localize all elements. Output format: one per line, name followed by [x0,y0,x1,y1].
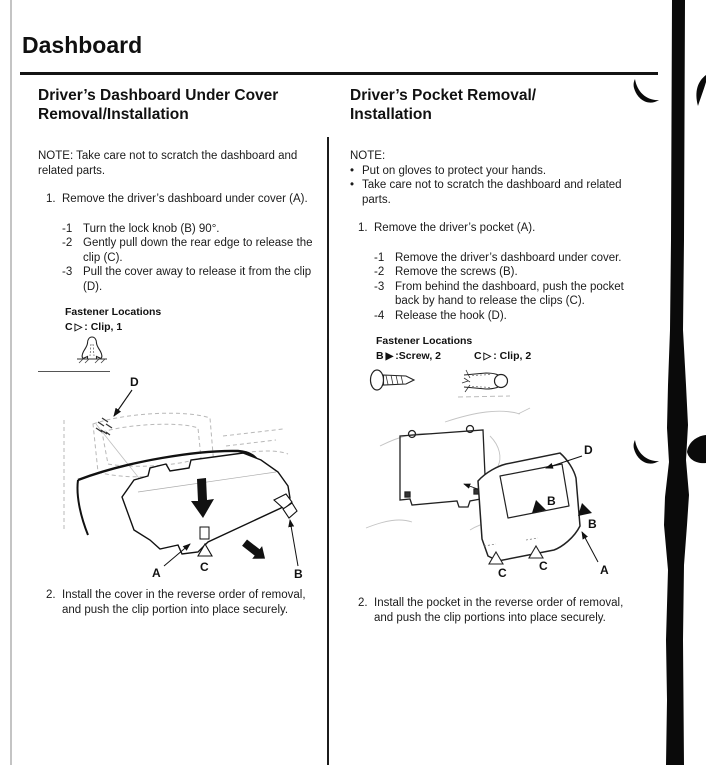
step-text: Install the pocket in the reverse order of removal, and push the clip portions into place securely. [374,597,624,624]
label-c1: C [498,566,507,580]
rear-panel [400,426,486,508]
substep [374,280,630,309]
fastener-clip-line [65,321,314,333]
note-item [350,178,630,207]
substep [374,251,630,266]
note-item [350,164,630,179]
step-number: 1. [358,222,368,234]
leader-line-d [114,390,132,416]
label-c: C [200,560,209,574]
note-text: Take care not to scratch the dashboard and related parts. [362,179,622,206]
left-section-heading [38,86,314,124]
column-divider [327,137,329,765]
substep-text: Release the hook (D). [395,309,507,322]
right-note [350,149,630,207]
scan-crescent-top-right [696,75,706,106]
fastener-label: C [65,321,73,333]
screw-marker-icon: ▶ [385,351,394,362]
step-text: Remove the driver’s dashboard under cover (A). [62,193,308,205]
bullet-icon: • [350,164,355,177]
note-label: NOTE: [350,150,386,162]
step-text: Install the cover in the reverse order of removal, and push the clip portion into place securely. [62,589,306,616]
right-substeps [374,251,630,324]
left-step-2 [38,588,314,617]
bullet-icon: • [350,179,355,191]
right-diagram-pocket [350,406,650,586]
fastener-heading: Fastener Locations [376,335,473,347]
fastener-desc: :Screw, 2 [395,350,442,362]
substep [374,265,630,280]
scan-crescent-top-left [634,79,659,103]
substep-text: Remove the screws (B). [395,266,518,278]
fastener-label: B [376,350,384,362]
screw-icon [368,366,420,396]
left-heading-line1: Driver’s Dashboard Under Cover [38,87,279,104]
label-b: B [294,567,303,580]
label-a: A [600,563,609,577]
fastener-desc: : Clip, 2 [493,350,532,362]
left-heading-line2: Removal/Installation [38,106,189,123]
step-number: 2. [358,597,368,609]
page-title: Dashboard [22,32,143,58]
substep-number: -2 [374,266,385,278]
fastener-desc: : Clip, 1 [84,321,123,333]
left-step-1 [38,192,314,207]
leader-line-a [582,532,598,562]
left-substeps [62,222,314,295]
substep-number: -3 [374,280,385,293]
fastener-label: C [473,350,482,362]
label-d: D [584,443,593,457]
substep-number: -1 [374,251,385,264]
substep-number: -4 [374,309,385,322]
step-number: 2. [46,589,56,601]
fastener-heading: Fastener Locations [65,306,162,318]
step-number: 1. [46,193,56,205]
label-a: A [152,566,161,580]
substep [62,222,314,237]
page-edge-line [10,0,12,765]
fastener-lines [376,350,630,362]
right-step-2 [350,596,630,625]
substep [62,236,314,265]
fastener-icons-row [368,366,630,400]
clip-tab [200,527,209,539]
right-heading-line2: Installation [350,106,432,123]
fastener-screw-line [376,350,441,362]
label-c2: C [539,559,548,573]
clip-marker-icon: ▷ [74,322,83,333]
label-b1: B [547,494,556,508]
label-b2: B [588,517,597,531]
substep [62,265,314,294]
fastener-clip-line [474,350,531,362]
scan-crescent-mid-right [687,435,706,463]
left-column [38,86,314,617]
step-text: Remove the driver’s pocket (A). [374,222,536,234]
note-text: Put on gloves to protect your hands. [362,164,547,177]
label-d: D [130,375,139,389]
left-diagram-under-cover [38,372,323,580]
binding-bar [664,0,689,765]
release-direction-arrow-icon [240,536,270,565]
substep-text: Pull the cover away to release it from the clip (D). [83,266,312,293]
clip-icon [456,366,512,400]
substep [374,309,630,324]
substep-text: From behind the dashboard, push the pocket back by hand to release the clips (C). [395,280,624,307]
right-column [350,86,630,625]
substep-number: -2 [62,237,73,249]
substep-text: Gently pull down the rear edge to release the clip (C). [83,237,313,264]
substep-number: -3 [62,266,73,278]
title-rule [20,72,658,75]
substep-text: Turn the lock knob (B) 90°. [83,222,220,235]
left-fastener-locations [65,306,314,333]
clip-marker-icon: ▷ [483,351,492,362]
substep-number: -1 [62,222,73,235]
left-note: NOTE: Take care not to scratch the dashboard and related parts. [38,150,298,177]
screw-arrow-icon [578,503,592,516]
leader-line-b [290,520,298,566]
clip-icon [76,336,314,369]
right-section-heading [350,86,630,124]
right-heading-line1: Driver’s Pocket Removal/ [350,87,537,104]
right-fastener-locations [376,335,630,362]
substep-text: Remove the driver’s dashboard under cover. [395,251,622,264]
right-step-1 [350,221,630,236]
